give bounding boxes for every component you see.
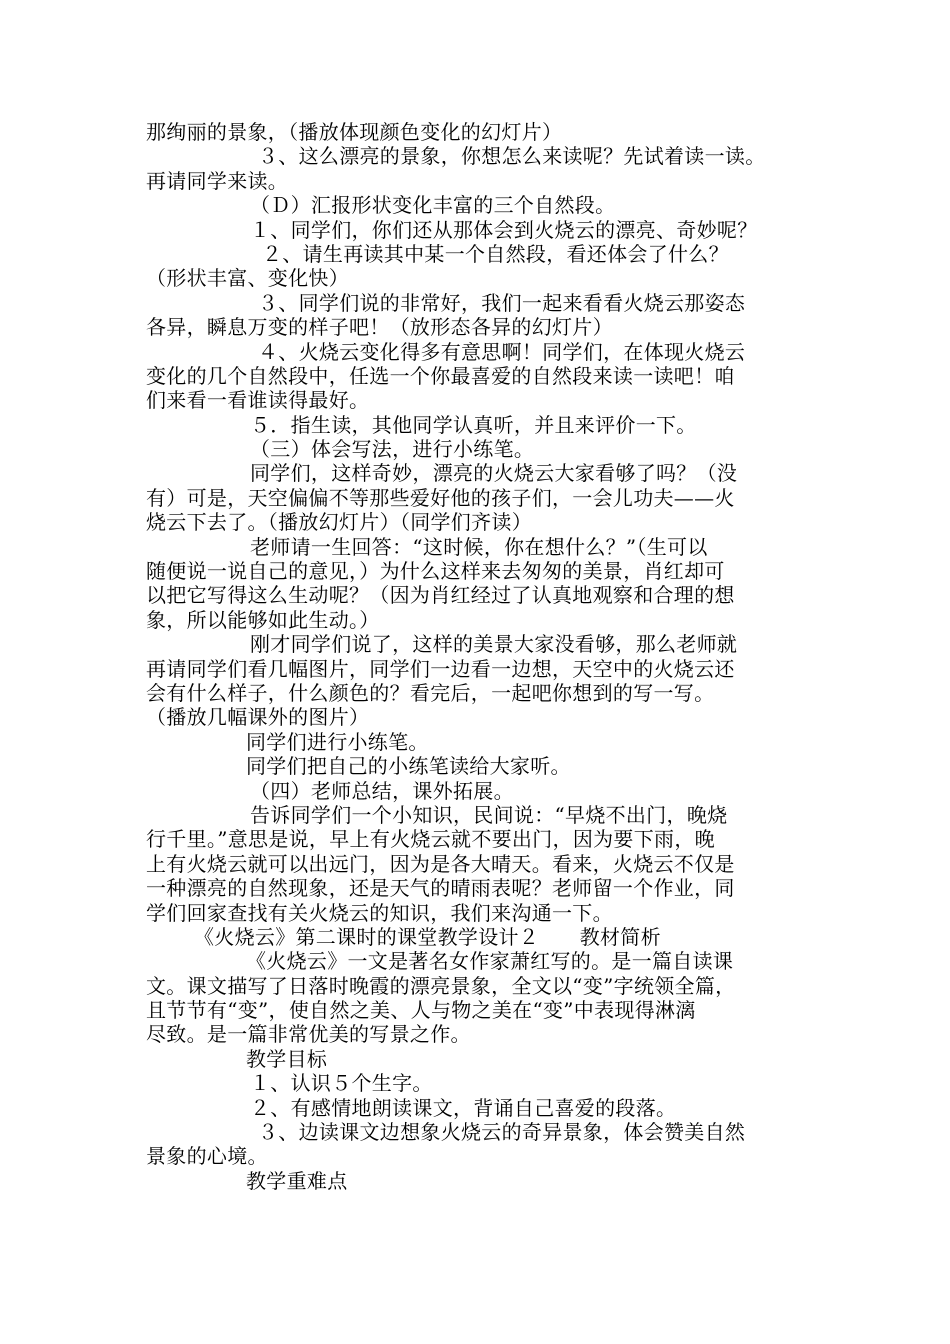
text-line: 一种漂亮的自然现象，还是天气的晴雨表呢？老师留一个作业，同: [146, 876, 735, 901]
text-line: 文。课文描写了日落时晚霞的漂亮景象，全文以“变”字统领全篇，: [146, 973, 736, 998]
text-line: 再请同学来读。: [146, 168, 289, 193]
text-line: 有）可是，天空偏偏不等那些爱好他的孩子们，一会儿功夫——火: [146, 485, 735, 510]
text-line: ２、有感情地朗读课文，背诵自己喜爱的段落。: [250, 1095, 677, 1120]
text-line: 各异，瞬息万变的样子吧！（放形态各异的幻灯片）: [146, 315, 613, 340]
text-line: 且节节有“变”，使自然之美、人与物之美在“变”中表现得淋漓: [146, 998, 696, 1023]
text-line: （四）老师总结，课外拓展。: [250, 778, 514, 803]
text-line: 烧云下去了。（播放幻灯片）（同学们齐读）: [146, 510, 532, 535]
text-line: １、同学们，你们还从那体会到火烧云的漂亮、奇妙呢？: [250, 217, 758, 242]
text-line: 《火烧云》一文是著名女作家萧红写的。是一篇自读课: [246, 949, 734, 974]
text-line: 刚才同学们说了，这样的美景大家没看够，那么老师就: [250, 632, 738, 657]
text-line: 同学们把自己的小练笔读给大家听。: [246, 754, 571, 779]
text-line: 告诉同学们一个小知识，民间说：“早烧不出门，晚烧: [250, 802, 728, 827]
text-line: 象，所以能够如此生动。）: [146, 607, 380, 632]
text-line: ３、边读课文边想象火烧云的奇异景象，体会赞美自然: [258, 1120, 746, 1145]
text-line: 变化的几个自然段中，任选一个你最喜爱的自然段来读一读吧！咱: [146, 363, 735, 388]
text-line: 教学目标: [246, 1046, 328, 1071]
text-line: 会有什么样子，什么颜色的？看完后，一起吧你想到的写一写。: [146, 680, 715, 705]
text-line: （三）体会写法，进行小练笔。: [250, 437, 535, 462]
text-line: 随便说一说自己的意见，）为什么这样来去匆匆的美景，肖红却可: [146, 559, 725, 584]
text-line: 那绚丽的景象，（播放体现颜色变化的幻灯片）: [146, 120, 563, 144]
text-line: 同学们进行小练笔。: [246, 729, 429, 754]
text-line: （形状丰富、变化快）: [146, 266, 349, 291]
text-line: 上有火烧云就可以出远门，因为是各大晴天。看来，火烧云不仅是: [146, 851, 735, 876]
text-line: ３、这么漂亮的景象，你想怎么来读呢？先试着读一读。: [258, 144, 766, 169]
text-line: 尽致。是一篇非常优美的写景之作。: [146, 1022, 471, 1047]
text-line: ２、请生再读其中某一个自然段，看还体会了什么？: [262, 241, 729, 266]
text-line: 老师请一生回答：“这时候，你在想什么？”（生可以: [250, 534, 708, 559]
document-body: [146, 120, 810, 1193]
text-line: 们来看一看谁读得最好。: [146, 388, 370, 413]
text-line: ４、火烧云变化得多有意思啊！同学们，在体现火烧云: [258, 339, 746, 364]
text-line: 同学们，这样奇妙，漂亮的火烧云大家看够了吗？（没: [250, 461, 738, 486]
text-line: 行千里。”意思是说，早上有火烧云就不要出门，因为要下雨，晚: [146, 827, 715, 852]
text-line: １、认识５个生字。: [250, 1071, 433, 1096]
text-line: （播放几幅课外的图片）: [146, 705, 370, 730]
text-line: 景象的心境。: [146, 1144, 268, 1169]
text-line: （Ｄ）汇报形状变化丰富的三个自然段。: [250, 193, 616, 218]
text-line: 以把它写得这么生动呢？（因为肖红经过了认真地观察和合理的想: [146, 583, 735, 608]
text-line: 学们回家查找有关火烧云的知识，我们来沟通一下。: [146, 900, 613, 925]
text-line: 教学重难点: [246, 1168, 348, 1193]
text-line: ３、同学们说的非常好，我们一起来看看火烧云那姿态: [258, 290, 746, 315]
text-line: 再请同学们看几幅图片，同学们一边看一边想，天空中的火烧云还: [146, 656, 735, 681]
text-line: ５．指生读，其他同学认真听，并且来评价一下。: [250, 412, 697, 437]
text-line: 《火烧云》第二课时的课堂教学设计２ 教材简析: [194, 924, 661, 949]
